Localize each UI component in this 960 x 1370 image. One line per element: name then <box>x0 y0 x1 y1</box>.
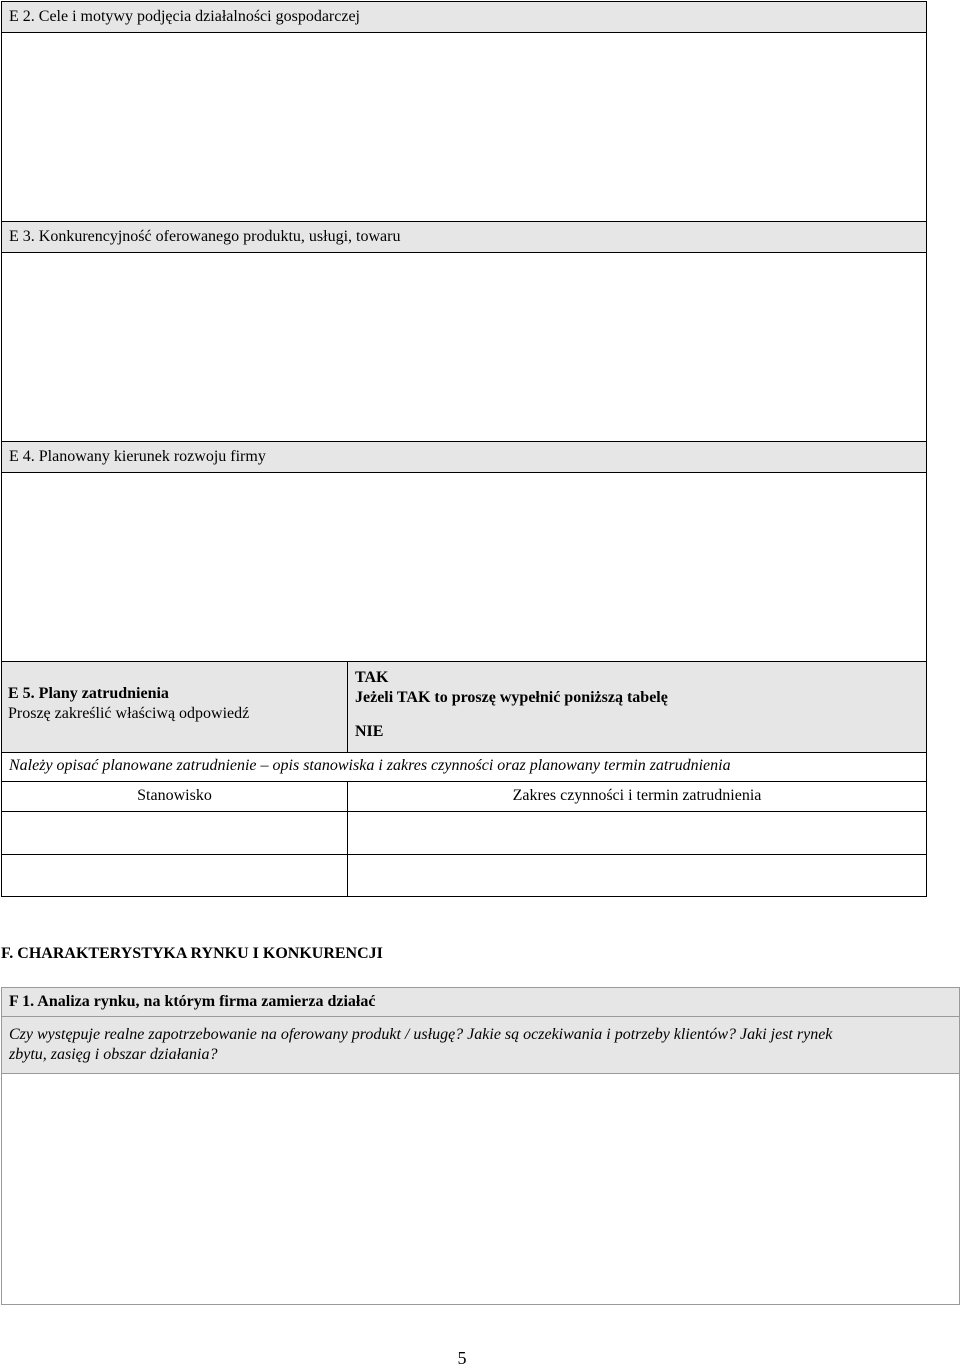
section-e2-header <box>1 1 927 33</box>
table-row-1-position-cell[interactable] <box>1 811 348 855</box>
table-row-1-scope-cell[interactable] <box>347 811 927 855</box>
table-row-2-position-cell[interactable] <box>1 854 348 897</box>
option-yes-note: Jeżeli TAK to proszę wypełnić poniższą tabelę <box>355 689 668 706</box>
section-e3-header <box>1 221 927 253</box>
option-yes[interactable]: TAK <box>355 669 389 686</box>
section-e2-title: E 2. Cele i motywy podjęcia działalności gospodarczej <box>9 8 360 25</box>
section-f1-question <box>1 1016 960 1074</box>
section-f1-question-line-2: zbytu, zasięg i obszar działania? <box>9 1046 218 1063</box>
section-e2-answer-field[interactable] <box>1 32 927 222</box>
section-f1-header <box>1 987 960 1017</box>
employment-table-note-row <box>1 752 927 782</box>
column-header-scope <box>347 781 927 812</box>
section-e3-answer-field[interactable] <box>1 252 927 442</box>
section-e4-answer-field[interactable] <box>1 472 927 662</box>
section-f1-question-line-1: Czy występuje realne zapotrzebowanie na oferowany produkt / usługę? Jakie są oczekiwania i potrzeby klientów? Jaki jest rynek <box>9 1026 833 1043</box>
table-row-2-scope-cell[interactable] <box>347 854 927 897</box>
section-e3-title: E 3. Konkurencyjność oferowanego produktu, usługi, towaru <box>9 228 401 245</box>
section-e5-instruction: Proszę zakreślić właściwą odpowiedź <box>8 705 250 722</box>
column-header-position-label: Stanowisko <box>137 787 212 804</box>
column-header-scope-label: Zakres czynności i termin zatrudnienia <box>512 787 762 804</box>
section-e4-title: E 4. Planowany kierunek rozwoju firmy <box>9 448 266 465</box>
section-e5-title: E 5. Plany zatrudnienia <box>8 685 169 702</box>
section-e4-header <box>1 441 927 473</box>
section-e5-options <box>347 661 927 753</box>
column-header-position <box>1 781 348 812</box>
section-f1-title: F 1. Analiza rynku, na którym firma zamierza działać <box>9 993 376 1010</box>
employment-table-note: Należy opisać planowane zatrudnienie – opis stanowiska i zakres czynności oraz planowany termin zatrudnienia <box>9 757 731 774</box>
page-number: 5 <box>457 1348 467 1368</box>
section-f1-answer-field[interactable] <box>1 1073 960 1305</box>
section-e5-header <box>1 661 348 753</box>
option-no[interactable]: NIE <box>355 723 384 740</box>
section-f-heading: F. CHARAKTERYSTYKA RYNKU I KONKURENCJI <box>1 945 383 962</box>
